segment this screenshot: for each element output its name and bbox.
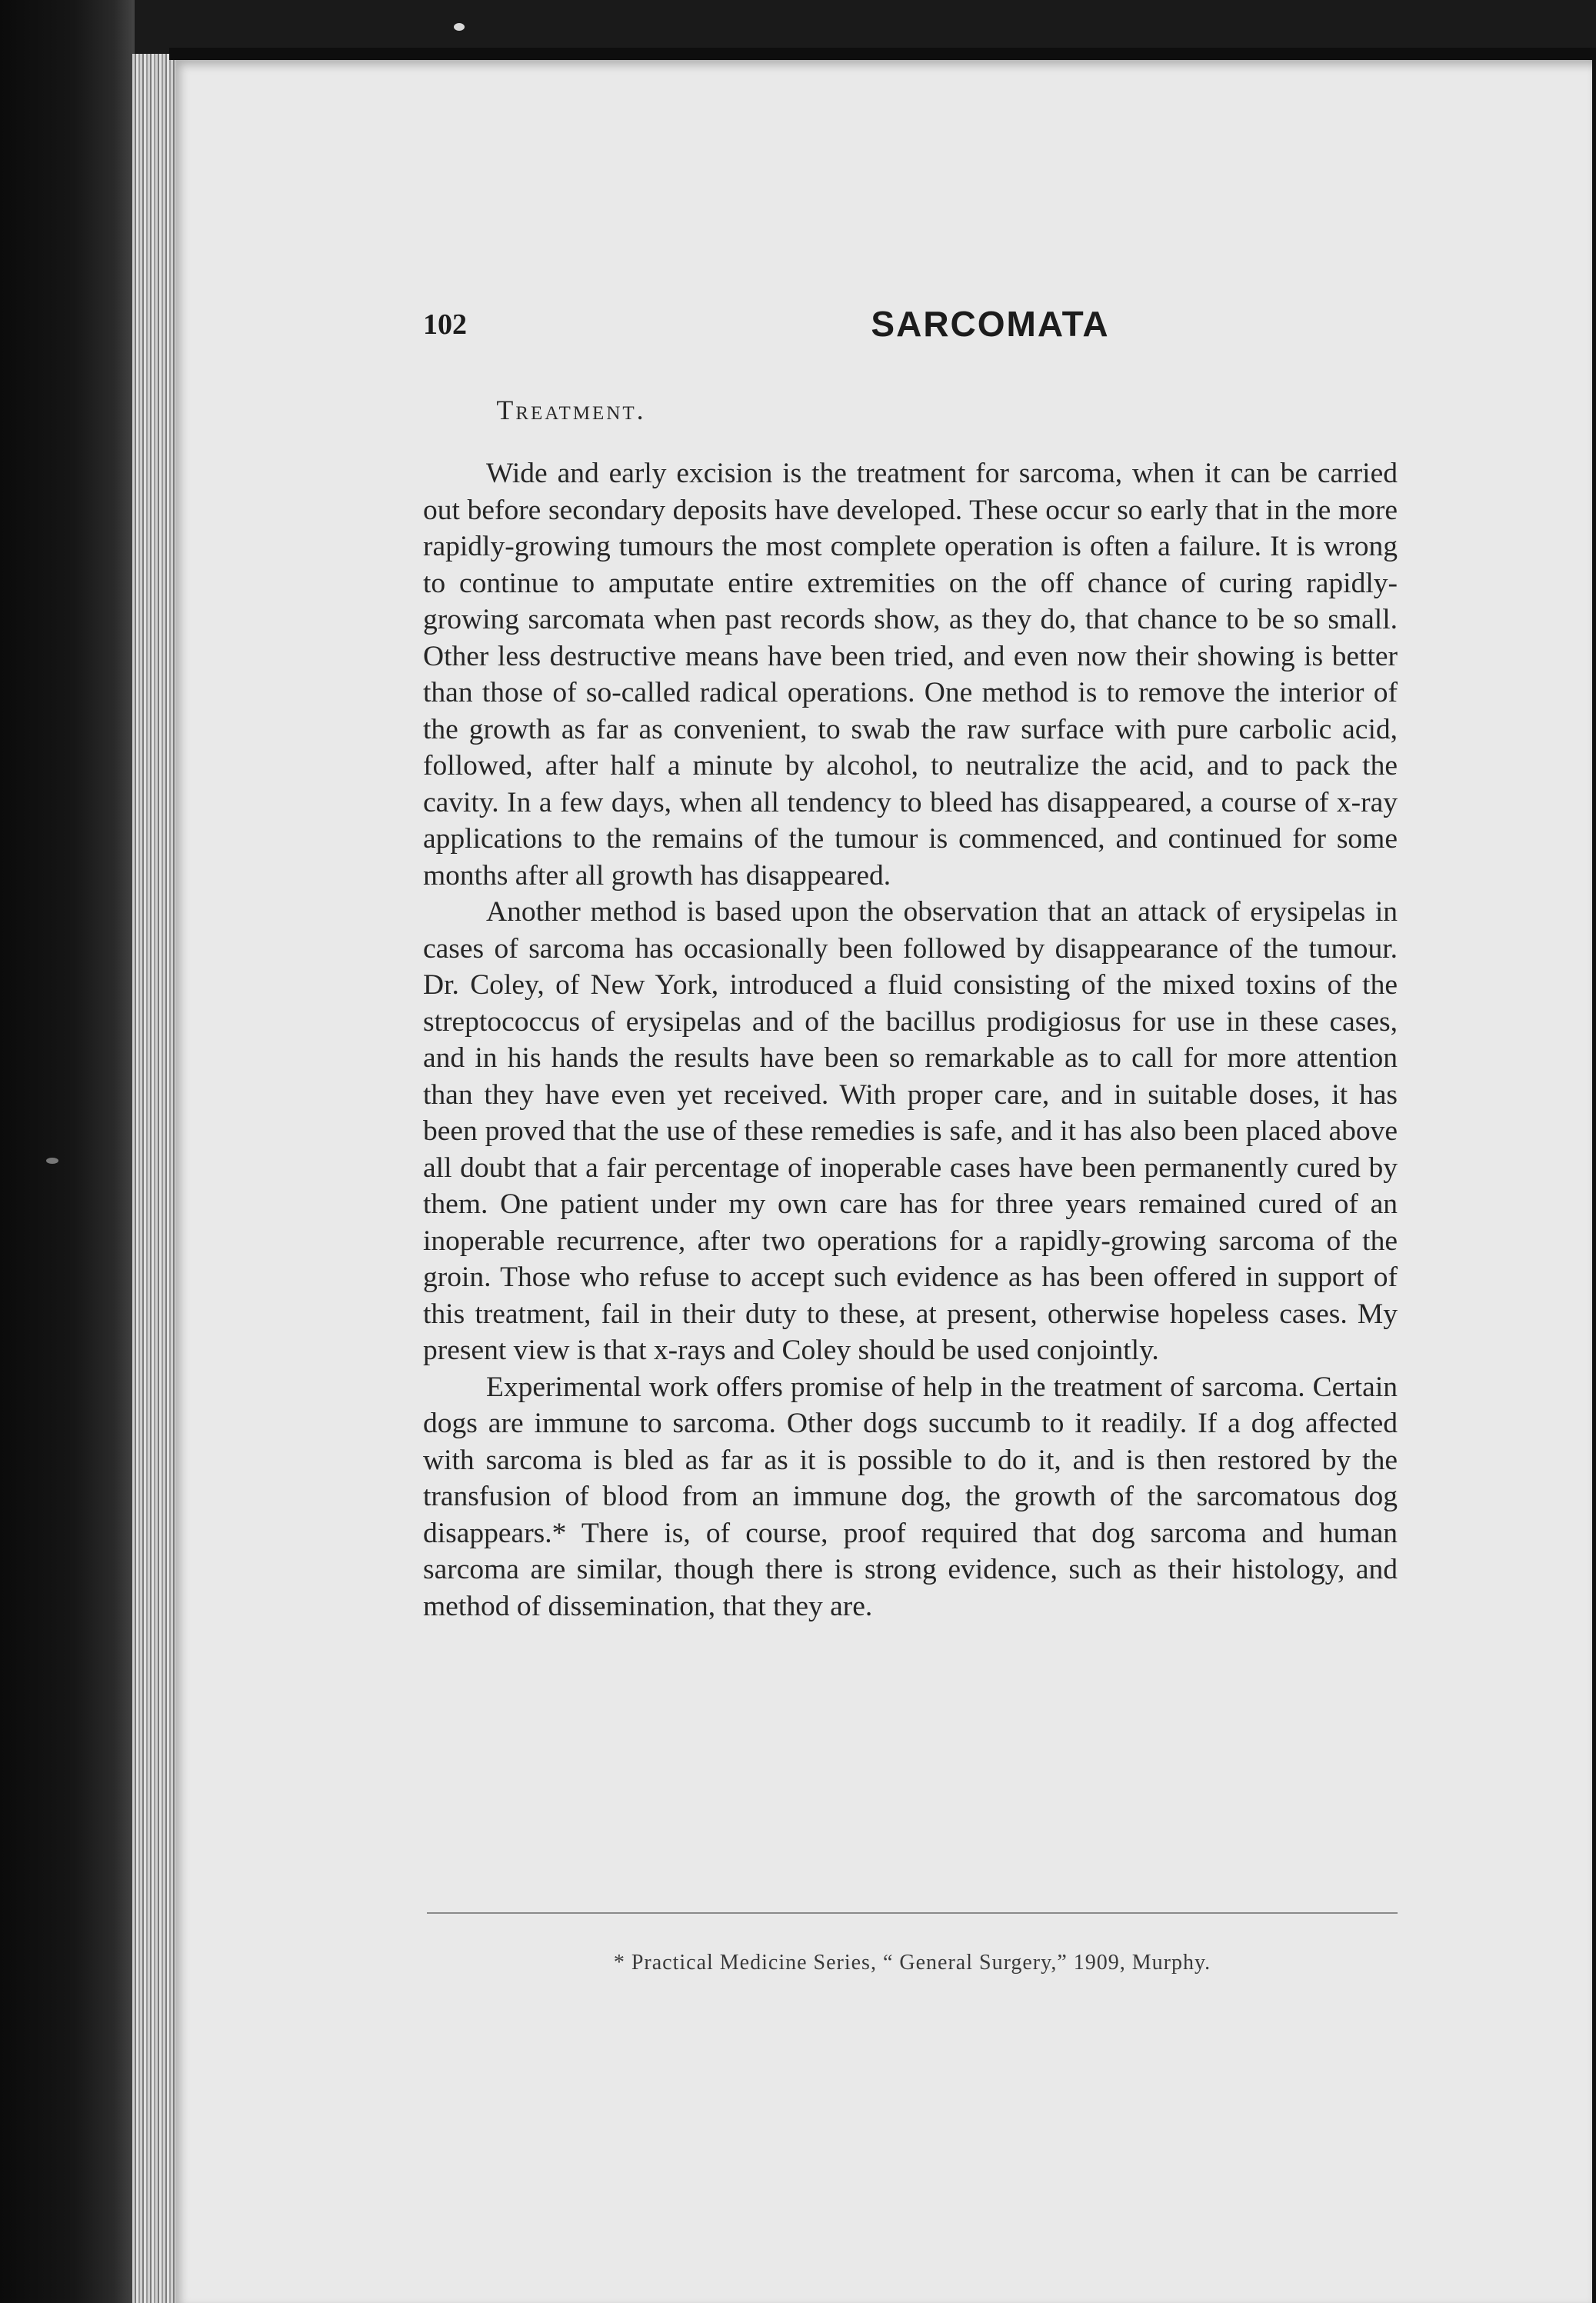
footnote-rule	[427, 1912, 1398, 1914]
paragraph-3: Experimental work offers promise of help in the treatment of sarcoma. Certain dogs are immune to sarcoma. Other dogs succumb to it readily. If a dog affected with sarcoma is bled as far as it is possible to do it, and is then restored by the transfusion of blood from an immune dog, the growth of the sarcomatous dog disappears.* There is, of course, proof required that dog sarcoma and human sarcoma are similar, though there is strong evidence, such as their histology, and method of dissemination, that they are.	[423, 1371, 1398, 1622]
paragraph-2: Another method is based upon the observation that an attack of erysipelas in cases of sarcoma has occasionally been followed by disappearance of the tumour. Dr. Coley, of New York, introduced a fluid consisting of the mixed toxins of the streptococcus of erysipelas and of the bacillus prodigiosus for use in these cases, and in his hands the results have been so remarkable as to call for more attention than they have even yet received. With proper care, and in suitable doses, it has been proved that the use of these remedies is safe, and it has also been placed above all doubt that a fair percentage of inoperable cases have been permanently cured by them. One patient under my own care has for three years remained cured of an inoperable recurrence, after two operations for a rapidly-growing sarcoma of the groin. Those who refuse to accept such evidence as has been offered in support of this treatment, fail in their duty to these, at present, otherwise hopeless cases. My present view is that x-rays and Coley should be used conjointly.	[423, 896, 1398, 1366]
running-title: SARCOMATA	[871, 304, 1110, 344]
body-text	[423, 455, 1398, 1625]
scan-top-border	[169, 48, 1596, 60]
footnote: * Practical Medicine Series, “ General Surgery,” 1909, Murphy.	[613, 1951, 1211, 1975]
section-heading-text: Treatment.	[496, 395, 646, 425]
section-heading	[423, 394, 1565, 426]
scan-speck	[46, 1158, 58, 1164]
paragraph-1: Wide and early excision is the treatment for sarcoma, when it can be carried out before secondary deposits have developed. These occur so early that in the more rapidly-growing tumours the most complete operation is often a failure. It is wrong to continue to amputate entire extremities on the off chance of curing rapidly-growing sarcomata when past records show, as they do, that chance to be so small. Other less destructive means have been tried, and even now their showing is better than those of so-called radical operations. One method is to remove the interior of the growth as far as convenient, to swab the raw surface with pure carbolic acid, followed, after half a minute by alcohol, to neutralize the acid, and to pack the cavity. In a few days, when all tendency to bleed has disappeared, a course of x-ray applications to the remains of the tumour is commenced, and continued for some months after all growth has disappeared.	[423, 458, 1398, 892]
page-number: 102	[423, 308, 467, 341]
scan-speck	[454, 23, 465, 31]
scan-dark-margin	[0, 0, 135, 2303]
running-head	[246, 304, 1388, 354]
book-page-edges	[132, 54, 178, 2303]
